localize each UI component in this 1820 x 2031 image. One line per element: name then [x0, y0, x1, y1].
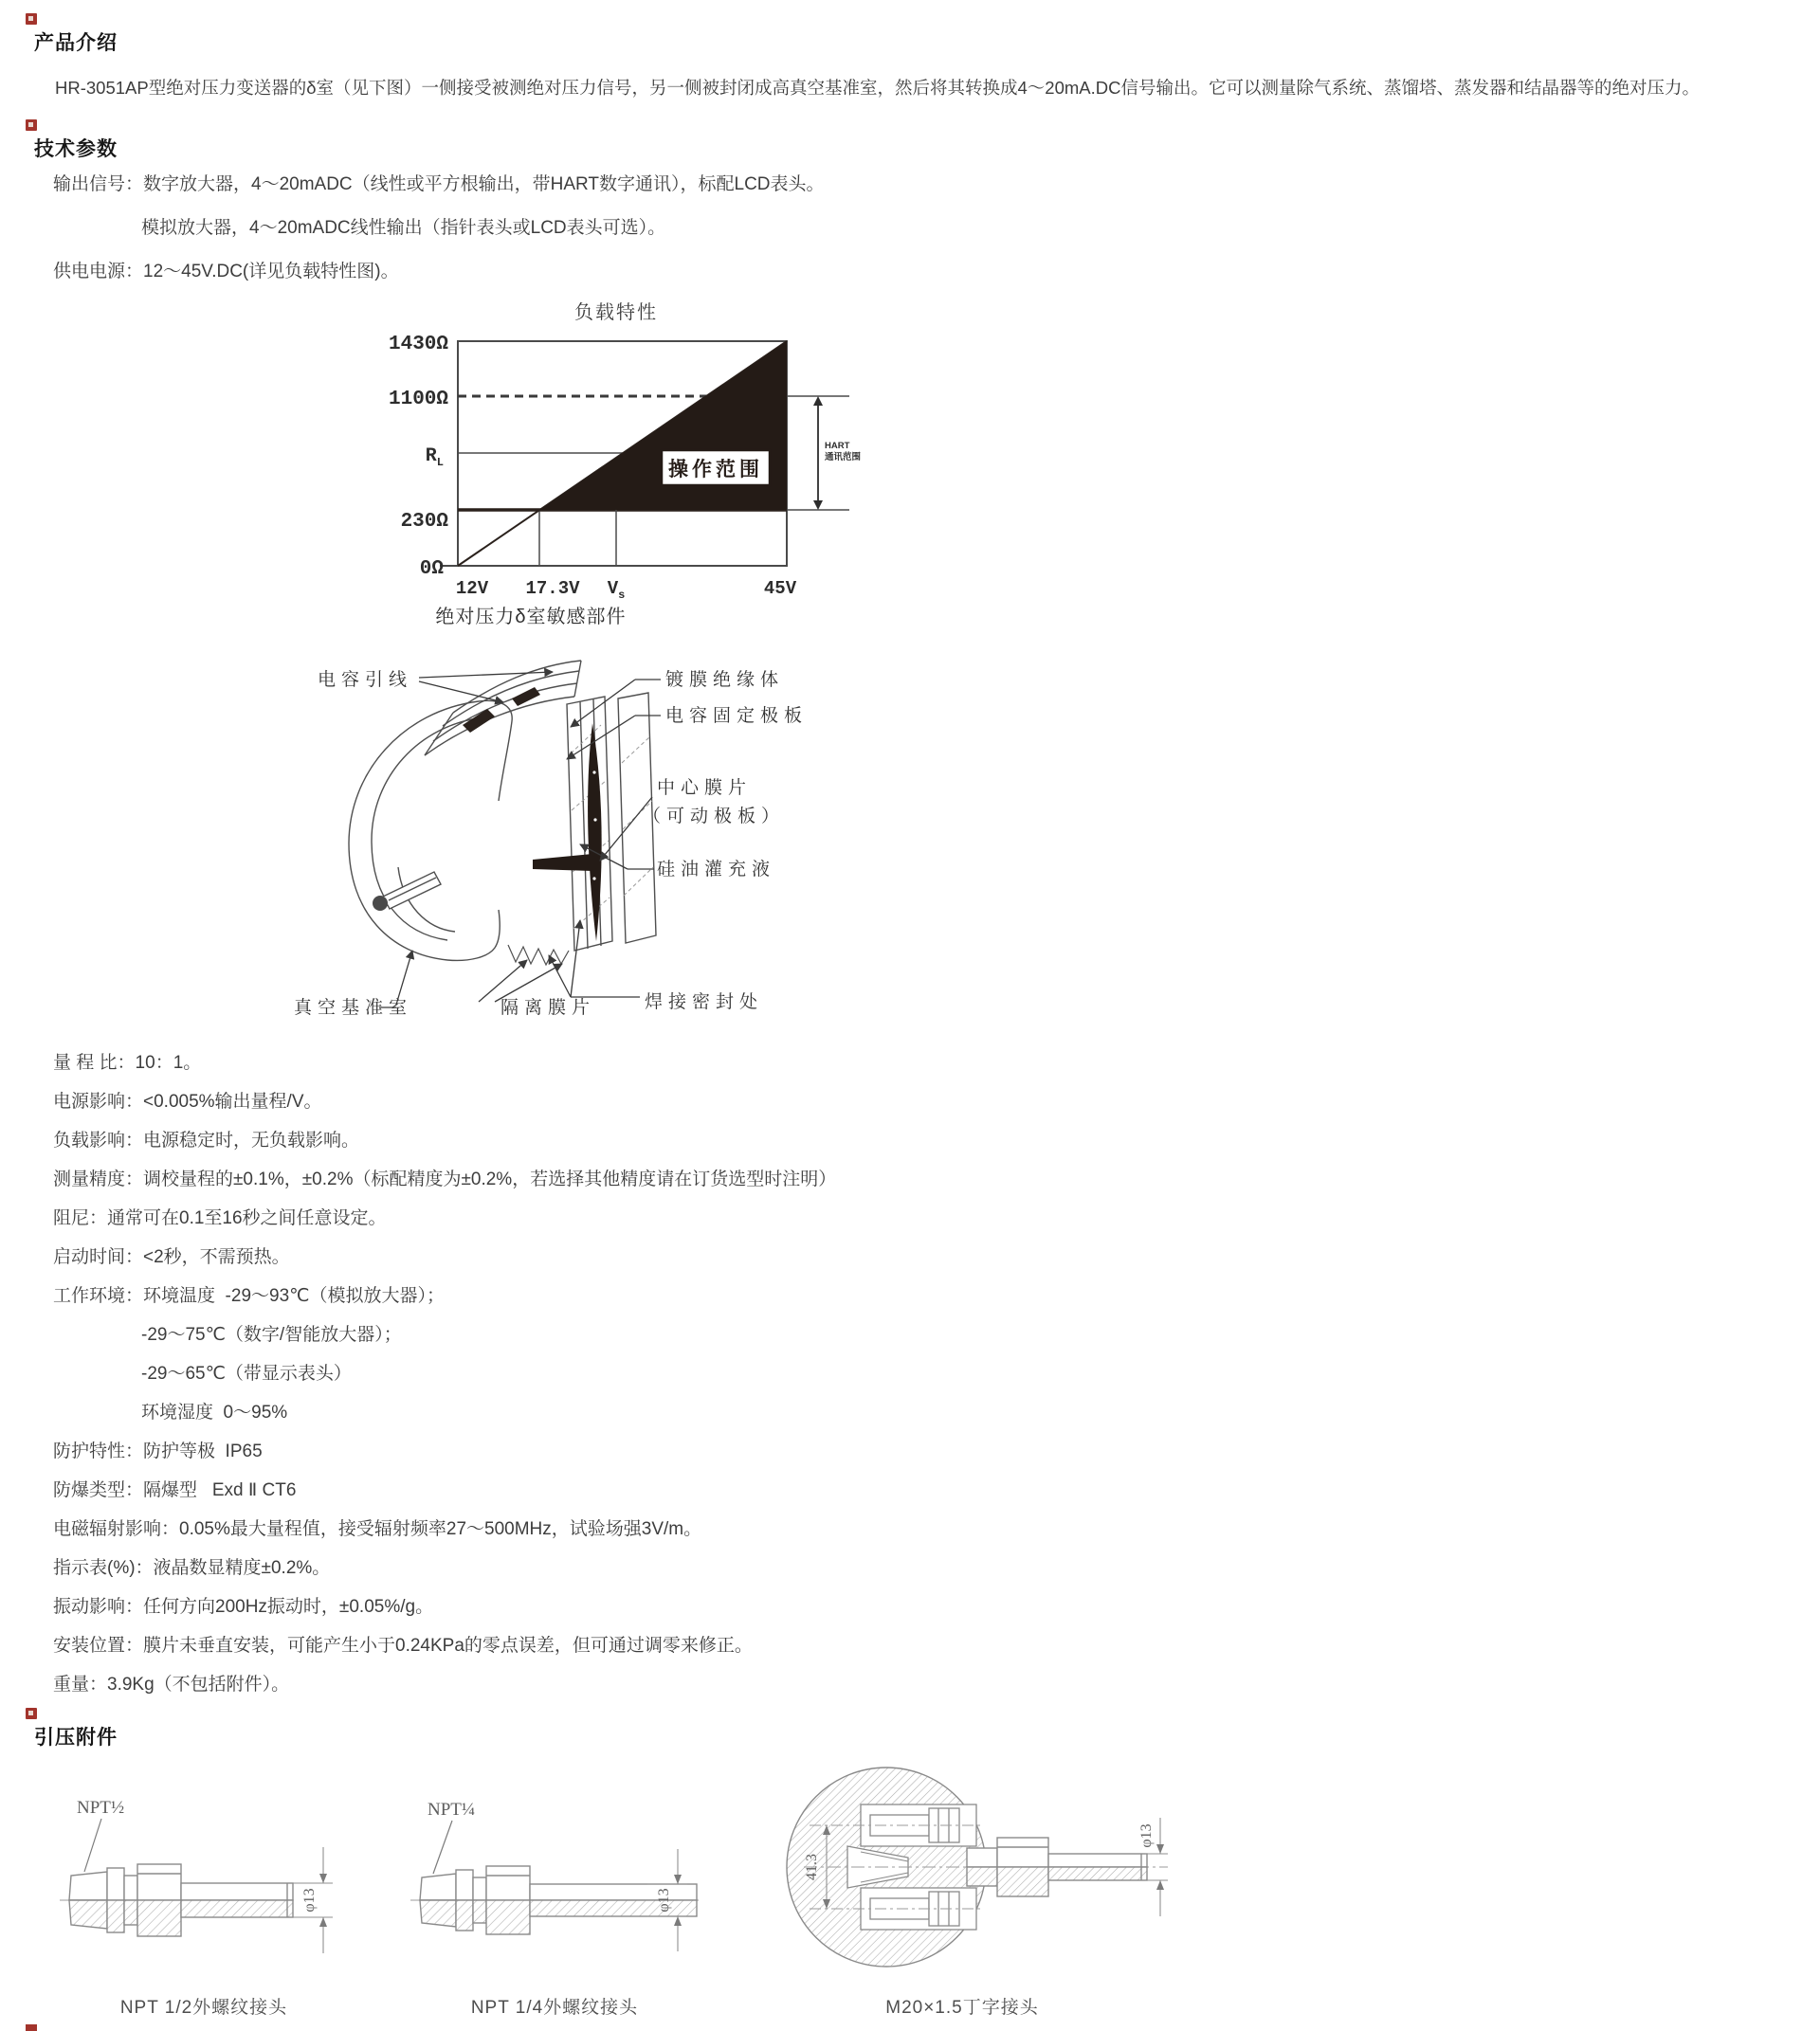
operating-range-label: 操作范围 [668, 459, 763, 481]
height-dim-label: 41.3 [804, 1854, 820, 1880]
label-isolation-diaphragm: 隔离膜片 [500, 998, 596, 1018]
fitting-body [69, 1864, 293, 1936]
section-bullet-icon [26, 13, 37, 25]
isolation-diaphragm-corrugation [508, 945, 569, 965]
label-coated-insulator: 镀膜绝缘体 [665, 670, 785, 690]
spec-line: 电源影响：<0.005%输出量程/V。 [53, 1092, 322, 1112]
fitting-npt14 [398, 1777, 711, 2019]
spec-line: 电磁辐射影响：0.05%最大量程值，接受辐射频率27～500MHz，试验场强3V/m。 [53, 1519, 702, 1539]
section-bullet-icon [26, 1708, 37, 1719]
fitting-caption: NPT 1/2外螺纹接头 [119, 1998, 288, 2018]
oil-dot [593, 818, 596, 821]
arrow-down-icon [813, 500, 823, 510]
thread-label: NPT¼ [428, 1800, 476, 1820]
hart-annotation-line2: 通讯范围 [825, 452, 862, 462]
arrow-up-icon [1156, 1880, 1164, 1890]
oil-dot [592, 771, 595, 773]
label-vacuum-chamber: 真空基准室 [294, 998, 413, 1018]
tee-stem [967, 1838, 1147, 1896]
plate-hatching [571, 725, 653, 929]
arrow-down-icon [674, 1875, 682, 1884]
y-tick-230: 230Ω [400, 511, 448, 533]
fitting-caption: NPT 1/4外螺纹接头 [470, 1998, 639, 2018]
fitting-m20 [749, 1746, 1175, 2019]
arrow-down-icon [319, 1874, 327, 1883]
spec-line: 阻尼：通常可在0.1至16秒之间任意设定。 [53, 1208, 387, 1228]
x-tick-173v: 17.3V [525, 578, 580, 599]
spec-line: -29～65℃（带显示表头） [141, 1364, 352, 1384]
spec-list [0, 1043, 1820, 1704]
intro-paragraph: HR-3051AP型绝对压力变送器的δ室（见下图）一侧接受被测绝对压力信号，另一侧被封闭成高真空基准室，然后将其转换成4～20mA.DC信号输出。它可以测量除气系统、蒸馏塔、蒸发器和结晶器等的绝对压力。 [55, 78, 1700, 98]
thread-label: NPT½ [77, 1798, 125, 1818]
sensor-cutaway-diagram [0, 630, 1820, 1038]
section-title-intro: 产品介绍 [34, 32, 118, 54]
sensor-diagram-caption: 绝对压力δ室敏感部件 [435, 607, 627, 627]
spec-line: 重量：3.9Kg（不包括附件）。 [53, 1675, 290, 1695]
spec-line: 安装位置：膜片未垂直安装，可能产生小于0.24KPa的零点误差，但可通过调零来修正。 [53, 1636, 753, 1656]
x-tick-12v: 12V [455, 578, 489, 599]
spec-line: 量 程 比：10：1。 [53, 1053, 202, 1073]
spec-line: 指示表(%)：液晶数显精度±0.2%。 [53, 1558, 331, 1578]
label-leader [84, 1819, 101, 1872]
label-weld-seal: 焊接密封处 [645, 992, 764, 1012]
tech-line: 输出信号：数字放大器，4～20mADC（线性或平方根输出，带HART数字通讯），标配LCD表头。 [53, 174, 825, 194]
label-fixed-plate: 电容固定极板 [665, 706, 809, 726]
spec-line: 环境湿度 0～95% [141, 1403, 288, 1423]
m20-drawing-svg [749, 1746, 1175, 1987]
load-characteristic-chart [0, 294, 1820, 602]
chart-title: 负载特性 [574, 302, 658, 323]
y-tick-1100: 1100Ω [388, 389, 448, 410]
vs-main: V [607, 578, 619, 599]
label-movable-plate: （可动极板） [643, 807, 786, 826]
tech-line: 模拟放大器，4～20mADC线性输出（指针表头或LCD表头可选）。 [141, 218, 666, 238]
rl-sub: L [436, 456, 444, 469]
x-tick-45v: 45V [763, 578, 797, 599]
sensor-diagram-svg [284, 630, 967, 1038]
arrow-up-icon [813, 396, 823, 406]
arrow-up-icon [674, 1916, 682, 1926]
label-capacitor-lead: 电容引线 [318, 670, 413, 690]
arrow-up-icon [319, 1917, 327, 1927]
section-bullet-icon [26, 119, 37, 131]
fitting-caption: M20×1.5丁字接头 [885, 1998, 1039, 2018]
spec-line: 防爆类型：隔爆型 Exd Ⅱ CT6 [53, 1480, 297, 1500]
fitting-npt12 [47, 1777, 360, 2019]
diaphragm-support-bar [533, 854, 592, 871]
spec-line: 防护特性：防护等极 IP65 [53, 1442, 263, 1461]
load-chart-svg [322, 290, 891, 607]
section-title-fittings: 引压附件 [34, 1727, 118, 1749]
hart-annotation-line1: HART [825, 441, 850, 451]
y-tick-0: 0Ω [419, 558, 444, 580]
diameter-label: φ13 [1138, 1823, 1155, 1848]
diameter-label: φ13 [301, 1888, 318, 1913]
spec-line: 测量精度：调校量程的±0.1%，±0.2%（标配精度为±0.2%，若选择其他精度请在订货选型时注明） [53, 1170, 837, 1189]
label-silicone-oil: 硅油灌充液 [657, 860, 776, 879]
arrow-down-icon [1156, 1844, 1164, 1854]
npt14-drawing-svg [403, 1777, 706, 1987]
sensor-housing [349, 661, 656, 960]
tech-line: 供电电源：12～45V.DC(详见负载特性图)。 [53, 262, 399, 281]
spec-line: 负载影响：电源稳定时，无负载影响。 [53, 1131, 360, 1151]
spec-line: 启动时间：<2秒，不需预热。 [53, 1247, 290, 1267]
spec-line: -29～75℃（数字/智能放大器）； [141, 1325, 402, 1345]
spec-line: 振动影响：任何方向200Hz振动时，±0.05%/g。 [53, 1597, 434, 1617]
rl-main: R [425, 445, 437, 467]
diameter-label: φ13 [656, 1888, 672, 1913]
y-tick-1430: 1430Ω [388, 334, 448, 355]
x-tick-vs [608, 578, 626, 602]
vs-sub: s [618, 589, 626, 602]
label-center-diaphragm: 中心膜片 [657, 778, 753, 798]
pressure-fittings-drawings [0, 1753, 1820, 2030]
fill-tube-ball [373, 896, 388, 911]
section-bullet-icon [26, 2024, 37, 2031]
y-tick-rl [426, 445, 444, 469]
oil-dot [592, 877, 595, 879]
section-title-tech: 技术参数 [34, 138, 118, 160]
npt12-drawing-svg [52, 1777, 355, 1987]
spec-line: 工作环境：环境温度 -29～93℃（模拟放大器）； [53, 1286, 445, 1306]
label-leader [433, 1821, 452, 1874]
